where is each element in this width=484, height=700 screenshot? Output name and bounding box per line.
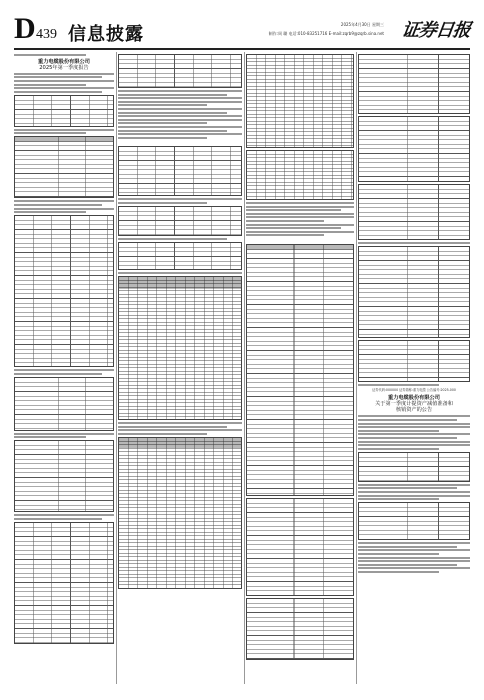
text-line (246, 220, 324, 222)
announcement-title-line-2: 核销资产的公告 (395, 407, 433, 414)
text-line (246, 216, 354, 218)
text-line (358, 495, 470, 497)
text-line (358, 487, 457, 489)
financial-table (14, 377, 114, 431)
column-divider (356, 52, 357, 684)
text-line (358, 484, 470, 486)
column-divider (116, 52, 117, 684)
text-line (246, 234, 324, 236)
text-line (246, 213, 354, 215)
text-line (14, 211, 86, 213)
financial-table (118, 206, 242, 236)
text-line (118, 90, 242, 92)
text-line (246, 202, 354, 204)
text-line (358, 430, 439, 432)
text-line (14, 87, 114, 89)
text-line (358, 549, 470, 551)
text-line (358, 441, 470, 443)
section-title: 信息披露 (68, 24, 144, 45)
text-line (358, 560, 470, 562)
shareholder-table (118, 437, 242, 589)
text-line (14, 518, 102, 520)
text-line (14, 84, 86, 86)
text-line (118, 112, 227, 114)
text-line (358, 419, 457, 421)
cash-flow-table (358, 54, 470, 114)
text-line (246, 209, 341, 211)
text-line (14, 80, 114, 82)
text-line (14, 132, 86, 134)
text-line (358, 498, 439, 500)
text-line (118, 122, 207, 124)
company-name: 重力电缆股份有限公司 (38, 58, 90, 65)
page-header (14, 12, 472, 50)
data-table (246, 150, 354, 200)
impairment-table (358, 452, 470, 482)
editor-contact: 制作:周 璐 电话:010-83251716 E-mail:zqrb9@zqrb.sina.net (268, 31, 384, 36)
text-line (358, 242, 470, 244)
text-line (358, 564, 457, 566)
text-line (118, 97, 242, 99)
company-name: 重力电缆股份有限公司 (388, 395, 440, 401)
text-line (358, 426, 470, 428)
text-line (14, 436, 86, 438)
issue-date: 2025年4月30日 星期三 (340, 22, 384, 27)
financial-table (118, 242, 242, 270)
text-line (118, 94, 227, 96)
text-line (118, 429, 242, 431)
text-line (358, 491, 470, 493)
text-line (358, 423, 470, 425)
financial-table (118, 146, 242, 196)
text-line (358, 567, 470, 569)
text-line (118, 137, 207, 139)
column-3 (246, 52, 354, 684)
text-line (14, 54, 86, 56)
text-line (358, 433, 470, 435)
stock-code-line: 证券代码:000000 证券简称:重力电缆 公告编号:2025-000 (372, 388, 456, 392)
report-heading (14, 59, 114, 71)
text-line (14, 91, 102, 93)
text-line (118, 126, 242, 128)
text-line (14, 208, 114, 210)
text-line (118, 272, 242, 274)
balance-sheet-table (246, 498, 354, 596)
text-line (358, 571, 439, 573)
financial-table (14, 215, 114, 367)
text-line (246, 231, 354, 233)
text-line (14, 373, 102, 375)
text-line (358, 437, 457, 439)
text-line (358, 415, 470, 417)
text-line (246, 224, 354, 226)
report-title: 2025年第一季度报告 (39, 64, 89, 71)
text-line (118, 104, 207, 106)
text-line (118, 422, 242, 424)
text-line (358, 384, 439, 386)
cash-flow-table (358, 116, 470, 182)
text-line (118, 426, 227, 428)
text-line (358, 546, 457, 548)
text-line (358, 557, 470, 559)
page-letter: D (14, 12, 36, 45)
cash-flow-table (358, 340, 470, 382)
cash-flow-table (358, 184, 470, 240)
column-1 (14, 52, 114, 684)
text-line (14, 76, 102, 78)
financial-table (14, 95, 114, 127)
balance-sheet-table (246, 244, 354, 496)
text-line (118, 115, 242, 117)
text-line (118, 119, 242, 121)
cash-flow-table (358, 246, 470, 338)
text-line (14, 200, 114, 202)
text-line (14, 433, 114, 435)
text-line (118, 101, 242, 103)
financial-table (14, 136, 114, 198)
text-line (118, 202, 207, 204)
financial-table (118, 54, 242, 88)
text-line (118, 433, 207, 435)
text-line (358, 542, 470, 544)
text-line (358, 448, 439, 450)
text-line (14, 204, 102, 206)
text-line (14, 129, 114, 131)
text-line (118, 198, 242, 200)
text-line (358, 553, 439, 555)
announcement-title-line-1: 关于第一季度计提资产减值准备和 (375, 401, 453, 407)
page-number: 439 (36, 27, 57, 42)
financial-table (14, 522, 114, 644)
text-line (118, 130, 227, 132)
text-line (14, 369, 114, 371)
text-line (118, 133, 242, 135)
text-line (246, 206, 354, 208)
text-line (14, 73, 114, 75)
impairment-table (358, 502, 470, 540)
text-line (246, 227, 341, 229)
financial-table (14, 440, 114, 512)
column-divider (244, 52, 245, 684)
text-line (118, 238, 227, 240)
column-4 (358, 52, 470, 684)
shareholder-table (118, 276, 242, 420)
masthead-logo: 证券日报 (400, 20, 472, 41)
balance-sheet-table (246, 598, 354, 660)
text-line (358, 444, 470, 446)
text-line (14, 514, 114, 516)
text-line (118, 108, 242, 110)
announcement-heading (358, 395, 470, 413)
column-2 (118, 52, 242, 684)
data-table (246, 54, 354, 148)
